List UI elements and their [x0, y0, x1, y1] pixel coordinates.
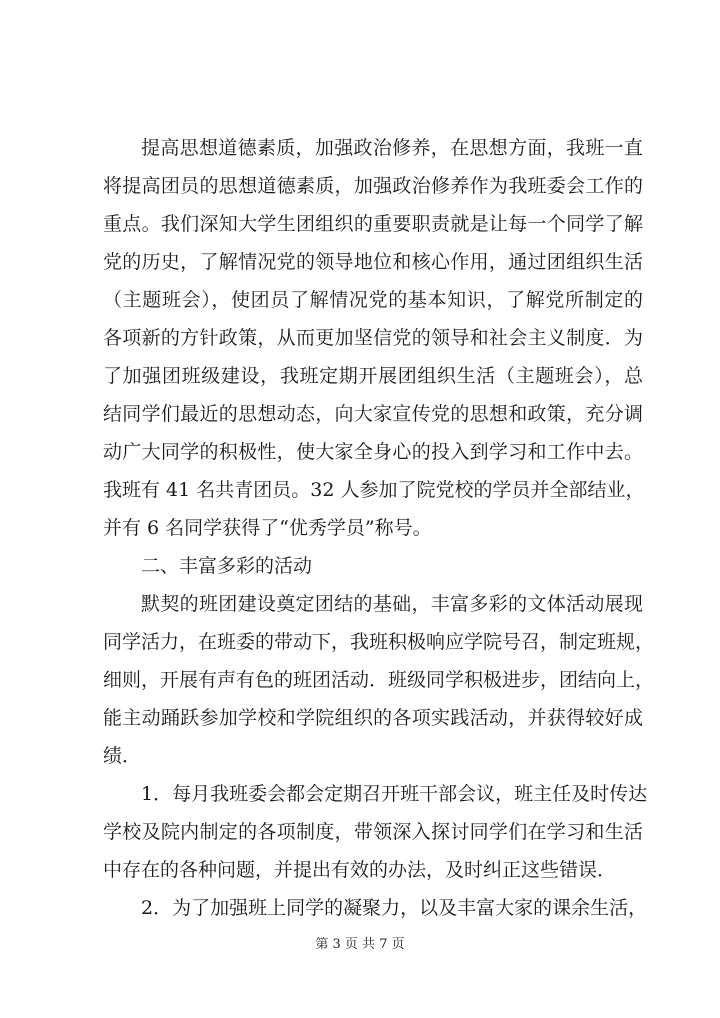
paragraph-1-line-11: 并有 6 名同学获得了“优秀学员”称号。: [103, 517, 432, 539]
paragraph-1-line-10: 我班有 41 名共青团员。32 人参加了院党校的学员并全部结业，: [103, 479, 645, 501]
paragraph-1-line-6: 各项新的方针政策，从而更加坚信党的领导和社会主义制度．为: [103, 327, 643, 349]
list-item-1-line-2: 学校及院内制定的各项制度，带领深入探讨同学们在学习和生活: [103, 821, 643, 843]
list-item-1-line-1: 1．每月我班委会都会定期召开班干部会议，班主任及时传达: [141, 783, 648, 805]
list-item-1-line-3: 中存在的各种问题，并提出有效的办法，及时纠正这些错误．: [103, 859, 617, 881]
section-heading: 二、丰富多彩的活动: [141, 555, 313, 577]
list-item-2-line-1: 2．为了加强班上同学的凝聚力，以及丰富大家的课余生活，: [141, 897, 648, 919]
paragraph-1-line-1: 提高思想道德素质，加强政治修养，在思想方面，我班一直: [141, 137, 643, 159]
paragraph-2-line-2: 同学活力，在班委的带动下，我班积极响应学院号召，制定班规，: [103, 631, 655, 653]
paragraph-1-line-3: 重点。我们深知大学生团组织的重要职责就是让每一个同学了解: [103, 213, 643, 235]
paragraph-2-line-3: 细则，开展有声有色的班团活动．班级同学积极进步，团结向上，: [103, 669, 655, 691]
paragraph-2-line-4: 能主动踊跃参加学校和学院组织的各项实践活动，并获得较好成: [103, 707, 643, 729]
paragraph-1-line-2: 将提高团员的思想道德素质，加强政治修养作为我班委会工作的: [103, 175, 643, 197]
paragraph-1-line-4: 党的历史，了解情况党的领导地位和核心作用，通过团组织生活: [103, 251, 643, 273]
paragraph-2-line-1: 默契的班团建设奠定团结的基础，丰富多彩的文体活动展现: [141, 593, 643, 615]
paragraph-2-line-5: 绩．: [103, 745, 142, 767]
page-number-footer: 第 3 页 共 7 页: [315, 937, 405, 952]
paragraph-1-line-9: 动广大同学的积极性，使大家全身心的投入到学习和工作中去。: [103, 441, 643, 463]
paragraph-1-line-7: 了加强团班级建设，我班定期开展团组织生活（主题班会），总: [103, 365, 643, 387]
paragraph-1-line-8: 结同学们最近的思想动态，向大家宣传党的思想和政策，充分调: [103, 403, 643, 425]
paragraph-1-line-5: （主题班会），使团员了解情况党的基本知识，了解党所制定的: [103, 289, 643, 311]
